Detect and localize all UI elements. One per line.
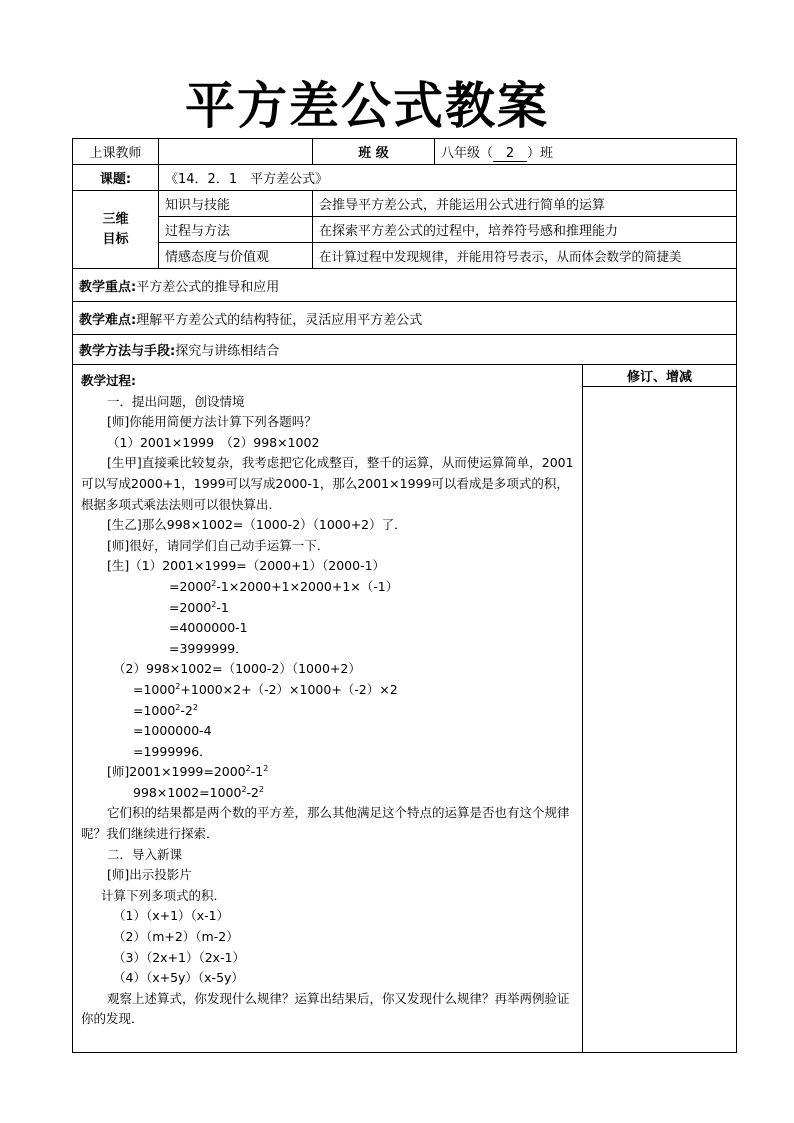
goal-name: 过程与方法: [159, 217, 313, 243]
key-point: [73, 269, 737, 302]
goal-desc: 在探索平方差公式的过程中，培养符号感和推理能力: [313, 217, 737, 243]
goal-name: 情感态度与价值观: [159, 243, 313, 269]
process-line: （1）2001×1999 （2）998×1002: [107, 434, 320, 450]
equation-line: $=1000^2+1000\times 2+(-2)\times 1000+(-2)\times 2$: [133, 681, 398, 697]
process-line: 计算下列多项式的积．: [101, 887, 227, 903]
equation-line: =3999999．: [169, 640, 248, 656]
goals-label: [73, 191, 159, 269]
exercise-item: （2）（m+2）（m-2）: [113, 929, 239, 945]
key-point-value: 平方差公式的推导和应用: [136, 279, 280, 295]
grade-number: 2: [493, 146, 527, 162]
equation-line: $=1000^2-2^2$: [133, 702, 198, 718]
goal-row: [73, 217, 737, 243]
page-title: 平方差公式教案: [185, 76, 549, 135]
process-heading: 教学过程:: [81, 373, 136, 388]
goal-desc: 会推导平方差公式，并能运用公式进行简单的运算: [313, 191, 737, 217]
equation-line: $=2000^2-1\times 2000+1\times 2000+1\times(-1)$: [169, 578, 399, 594]
exercise-item: （1）（x+1）（x-1）: [113, 908, 230, 924]
topic-label: 课题:: [73, 165, 159, 191]
teacher-label: 上课教师: [73, 139, 159, 165]
equation-line: =1000000-4: [133, 723, 212, 739]
section-heading: 一．提出问题，创设情境: [107, 393, 245, 409]
key-point-row: [73, 269, 737, 302]
process-line: [师]$2001\times 1999=2000^2-1^2$: [107, 764, 269, 780]
goal-desc: 在计算过程中发现规律，并能用符号表示，从而体会数学的简捷美: [313, 243, 737, 269]
key-point-label: 教学重点:: [79, 279, 137, 295]
process-line: [生]（1）2001×1999=（2000+1）（2000-1）: [107, 558, 386, 574]
process-paragraph: 观察上述算式，你发现什么规律？运算出结果后，你又发现什么规律？再举两例验证你的发现．: [81, 990, 570, 1027]
lesson-plan-table: [72, 138, 737, 1053]
topic-value: 《14．2．1 平方差公式》: [159, 165, 737, 191]
process-line: [师]很好，请同学们自己动手运算一下．: [107, 537, 330, 553]
goals-label-line2: 目标: [102, 231, 129, 247]
section-heading: 二．导入新课: [107, 846, 183, 862]
teacher-value: [159, 139, 313, 165]
process-line: [师]你能用简便方法计算下列各题吗？: [107, 414, 317, 430]
revision-header: 修订、增减: [583, 365, 737, 387]
method-label: 教学方法与手段:: [79, 344, 176, 359]
process-header-row: [73, 365, 737, 387]
goal-row: [73, 243, 737, 269]
method-row: [73, 335, 737, 365]
topic-row: [73, 165, 737, 191]
process-line: [生乙]那么998×1002=（1000-2）（1000+2）了．: [107, 517, 407, 533]
revision-notes: [583, 387, 737, 1053]
goals-label-line1: 三维: [102, 211, 129, 227]
exercise-item: （4）（x+5y）（x-5y）: [113, 970, 244, 986]
difficulty-label: 教学难点:: [79, 312, 137, 328]
method: [73, 335, 737, 365]
class-label: 班 级: [313, 139, 435, 165]
process-paragraph: 它们积的结果都是两个数的平方差，那么其他满足这个特点的运算是否也有这个规律呢？我们继续进行探索．: [81, 805, 570, 842]
method-value: 探究与讲练相结合: [175, 344, 280, 359]
grade-prefix: 八年级（: [441, 145, 494, 161]
exercise-item: （3）（2x+1）（2x-1）: [113, 949, 246, 965]
difficulty: [73, 302, 737, 335]
equation-line: $998\times 1002=1000^2-2^2$: [133, 784, 265, 800]
grade-suffix: ）班: [527, 145, 554, 161]
difficulty-row: [73, 302, 737, 335]
teaching-process: [73, 365, 583, 1053]
process-line: （2）998×1002=（1000-2）（1000+2）: [113, 661, 361, 677]
process-line: [师]出示投影片: [107, 867, 192, 883]
equation-line: =4000000-1: [169, 620, 248, 636]
goal-name: 知识与技能: [159, 191, 313, 217]
class-value: [435, 139, 737, 165]
equation-line: =1999996．: [133, 743, 212, 759]
header-row: [73, 139, 737, 165]
difficulty-value: 理解平方差公式的结构特征，灵活应用平方差公式: [136, 312, 423, 328]
process-paragraph: [生甲]直接乘比较复杂，我考虑把它化成整百，整千的运算，从而使运算简单，2001可以写成2000+1，1999可以写成2000-1，那么2001×1999可以看成是多项式的积，根据多项式乘法法则可以很快算出．: [81, 455, 574, 512]
equation-line: $=2000^2-1$: [169, 599, 229, 615]
goal-row: [73, 191, 737, 217]
